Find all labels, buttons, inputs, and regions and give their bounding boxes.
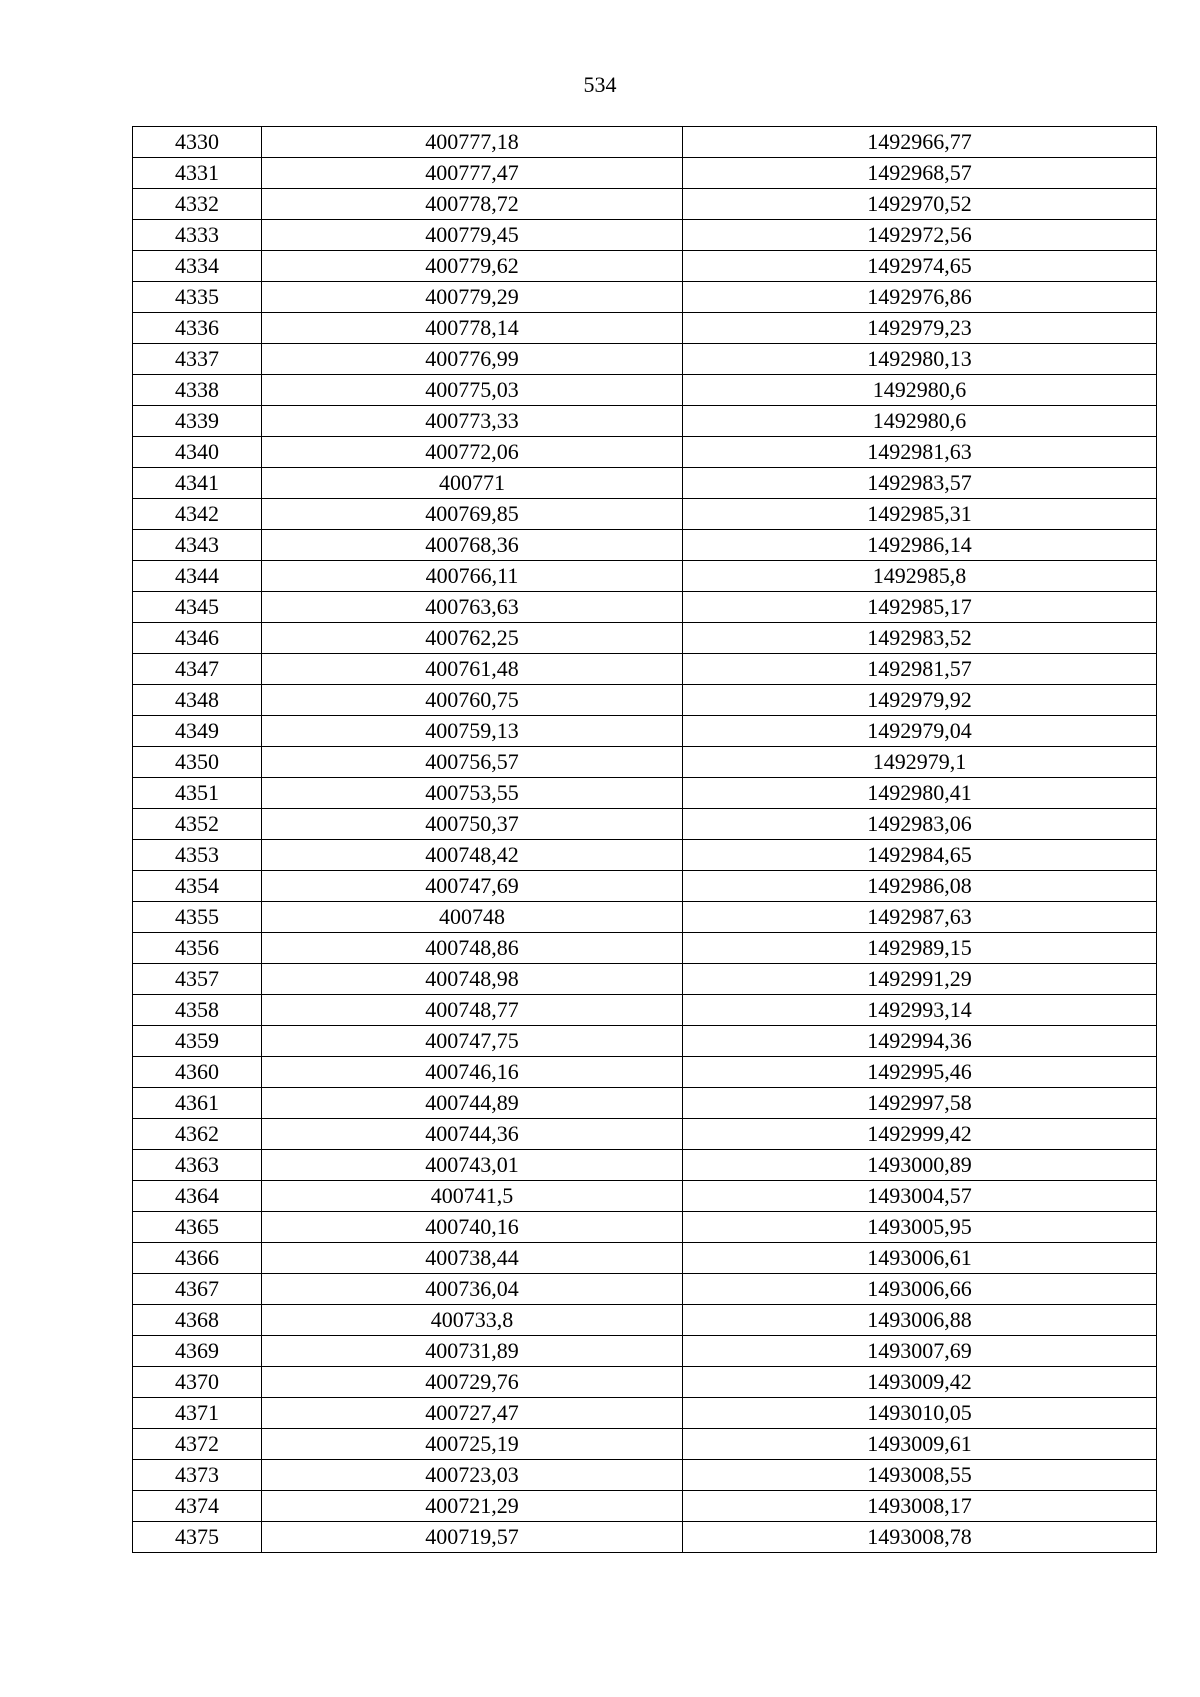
point-number-cell: 4351: [133, 778, 262, 809]
x-coordinate-cell: 400723,03: [262, 1460, 683, 1491]
table-row: [133, 282, 1157, 313]
y-coordinate-cell: 1492968,57: [683, 158, 1157, 189]
y-coordinate-cell: 1492974,65: [683, 251, 1157, 282]
x-coordinate-cell: 400746,16: [262, 1057, 683, 1088]
table-row: [133, 220, 1157, 251]
x-coordinate-cell: 400747,75: [262, 1026, 683, 1057]
x-coordinate-cell: 400719,57: [262, 1522, 683, 1553]
y-coordinate-cell: 1492979,04: [683, 716, 1157, 747]
point-number-cell: 4362: [133, 1119, 262, 1150]
x-coordinate-cell: 400731,89: [262, 1336, 683, 1367]
table-row: [133, 189, 1157, 220]
x-coordinate-cell: 400748,98: [262, 964, 683, 995]
x-coordinate-cell: 400740,16: [262, 1212, 683, 1243]
point-number-cell: 4373: [133, 1460, 262, 1491]
point-number-cell: 4334: [133, 251, 262, 282]
point-number-cell: 4344: [133, 561, 262, 592]
x-coordinate-cell: 400769,85: [262, 499, 683, 530]
table-row: [133, 1398, 1157, 1429]
x-coordinate-cell: 400736,04: [262, 1274, 683, 1305]
table-row: [133, 313, 1157, 344]
point-number-cell: 4364: [133, 1181, 262, 1212]
y-coordinate-cell: 1492983,52: [683, 623, 1157, 654]
point-number-cell: 4359: [133, 1026, 262, 1057]
point-number-cell: 4340: [133, 437, 262, 468]
x-coordinate-cell: 400741,5: [262, 1181, 683, 1212]
table-row: [133, 778, 1157, 809]
table-row: [133, 1026, 1157, 1057]
point-number-cell: 4330: [133, 127, 262, 158]
table-row: [133, 437, 1157, 468]
table-row: [133, 840, 1157, 871]
y-coordinate-cell: 1492995,46: [683, 1057, 1157, 1088]
point-number-cell: 4371: [133, 1398, 262, 1429]
x-coordinate-cell: 400744,36: [262, 1119, 683, 1150]
y-coordinate-cell: 1493004,57: [683, 1181, 1157, 1212]
point-number-cell: 4357: [133, 964, 262, 995]
point-number-cell: 4358: [133, 995, 262, 1026]
x-coordinate-cell: 400760,75: [262, 685, 683, 716]
x-coordinate-cell: 400744,89: [262, 1088, 683, 1119]
table-row: [133, 871, 1157, 902]
point-number-cell: 4356: [133, 933, 262, 964]
y-coordinate-cell: 1493008,55: [683, 1460, 1157, 1491]
table-row: [133, 158, 1157, 189]
y-coordinate-cell: 1492993,14: [683, 995, 1157, 1026]
x-coordinate-cell: 400738,44: [262, 1243, 683, 1274]
table-row: [133, 902, 1157, 933]
x-coordinate-cell: 400773,33: [262, 406, 683, 437]
point-number-cell: 4342: [133, 499, 262, 530]
y-coordinate-cell: 1493006,88: [683, 1305, 1157, 1336]
y-coordinate-cell: 1492981,63: [683, 437, 1157, 468]
y-coordinate-cell: 1492980,6: [683, 406, 1157, 437]
table-row: [133, 127, 1157, 158]
point-number-cell: 4366: [133, 1243, 262, 1274]
point-number-cell: 4335: [133, 282, 262, 313]
table-row: [133, 1305, 1157, 1336]
table-row: [133, 1491, 1157, 1522]
point-number-cell: 4336: [133, 313, 262, 344]
x-coordinate-cell: 400779,62: [262, 251, 683, 282]
y-coordinate-cell: 1492985,31: [683, 499, 1157, 530]
y-coordinate-cell: 1493000,89: [683, 1150, 1157, 1181]
table-row: [133, 251, 1157, 282]
y-coordinate-cell: 1493007,69: [683, 1336, 1157, 1367]
y-coordinate-cell: 1492985,17: [683, 592, 1157, 623]
table-row: [133, 1367, 1157, 1398]
y-coordinate-cell: 1492983,57: [683, 468, 1157, 499]
point-number-cell: 4352: [133, 809, 262, 840]
y-coordinate-cell: 1492984,65: [683, 840, 1157, 871]
point-number-cell: 4349: [133, 716, 262, 747]
table-row: [133, 1212, 1157, 1243]
y-coordinate-cell: 1492976,86: [683, 282, 1157, 313]
x-coordinate-cell: 400733,8: [262, 1305, 683, 1336]
x-coordinate-cell: 400748: [262, 902, 683, 933]
x-coordinate-cell: 400725,19: [262, 1429, 683, 1460]
y-coordinate-cell: 1492997,58: [683, 1088, 1157, 1119]
point-number-cell: 4369: [133, 1336, 262, 1367]
x-coordinate-cell: 400762,25: [262, 623, 683, 654]
y-coordinate-cell: 1492970,52: [683, 189, 1157, 220]
point-number-cell: 4374: [133, 1491, 262, 1522]
x-coordinate-cell: 400776,99: [262, 344, 683, 375]
table-row: [133, 809, 1157, 840]
point-number-cell: 4361: [133, 1088, 262, 1119]
table-row: [133, 1336, 1157, 1367]
y-coordinate-cell: 1492979,92: [683, 685, 1157, 716]
y-coordinate-cell: 1493008,17: [683, 1491, 1157, 1522]
table-row: [133, 499, 1157, 530]
table-row: [133, 406, 1157, 437]
table-row: [133, 1429, 1157, 1460]
table-row: [133, 716, 1157, 747]
x-coordinate-cell: 400775,03: [262, 375, 683, 406]
point-number-cell: 4338: [133, 375, 262, 406]
point-number-cell: 4353: [133, 840, 262, 871]
y-coordinate-cell: 1492994,36: [683, 1026, 1157, 1057]
x-coordinate-cell: 400759,13: [262, 716, 683, 747]
table-row: [133, 530, 1157, 561]
y-coordinate-cell: 1493010,05: [683, 1398, 1157, 1429]
point-number-cell: 4339: [133, 406, 262, 437]
y-coordinate-cell: 1493009,61: [683, 1429, 1157, 1460]
y-coordinate-cell: 1492981,57: [683, 654, 1157, 685]
x-coordinate-cell: 400778,72: [262, 189, 683, 220]
point-number-cell: 4337: [133, 344, 262, 375]
table-row: [133, 1522, 1157, 1553]
x-coordinate-cell: 400778,14: [262, 313, 683, 344]
point-number-cell: 4368: [133, 1305, 262, 1336]
point-number-cell: 4347: [133, 654, 262, 685]
y-coordinate-cell: 1493005,95: [683, 1212, 1157, 1243]
y-coordinate-cell: 1492979,23: [683, 313, 1157, 344]
x-coordinate-cell: 400768,36: [262, 530, 683, 561]
y-coordinate-cell: 1492985,8: [683, 561, 1157, 592]
x-coordinate-cell: 400772,06: [262, 437, 683, 468]
x-coordinate-cell: 400753,55: [262, 778, 683, 809]
table-row: [133, 654, 1157, 685]
point-number-cell: 4343: [133, 530, 262, 561]
table-row: [133, 1057, 1157, 1088]
y-coordinate-cell: 1492986,14: [683, 530, 1157, 561]
x-coordinate-cell: 400777,18: [262, 127, 683, 158]
table-row: [133, 1181, 1157, 1212]
point-number-cell: 4360: [133, 1057, 262, 1088]
point-number-cell: 4365: [133, 1212, 262, 1243]
y-coordinate-cell: 1492972,56: [683, 220, 1157, 251]
table-row: [133, 1119, 1157, 1150]
point-number-cell: 4345: [133, 592, 262, 623]
y-coordinate-cell: 1492987,63: [683, 902, 1157, 933]
point-number-cell: 4331: [133, 158, 262, 189]
y-coordinate-cell: 1493006,66: [683, 1274, 1157, 1305]
y-coordinate-cell: 1492991,29: [683, 964, 1157, 995]
x-coordinate-cell: 400771: [262, 468, 683, 499]
y-coordinate-cell: 1492966,77: [683, 127, 1157, 158]
point-number-cell: 4333: [133, 220, 262, 251]
point-number-cell: 4370: [133, 1367, 262, 1398]
table-row: [133, 592, 1157, 623]
point-number-cell: 4346: [133, 623, 262, 654]
table-row: [133, 1150, 1157, 1181]
point-number-cell: 4354: [133, 871, 262, 902]
table-row: [133, 1460, 1157, 1491]
table-row: [133, 561, 1157, 592]
table-row: [133, 747, 1157, 778]
y-coordinate-cell: 1492980,6: [683, 375, 1157, 406]
x-coordinate-cell: 400763,63: [262, 592, 683, 623]
x-coordinate-cell: 400761,48: [262, 654, 683, 685]
table-row: [133, 375, 1157, 406]
x-coordinate-cell: 400756,57: [262, 747, 683, 778]
table-row: [133, 995, 1157, 1026]
y-coordinate-cell: 1493008,78: [683, 1522, 1157, 1553]
coordinates-table: [132, 126, 1157, 1553]
table-row: [133, 685, 1157, 716]
y-coordinate-cell: 1492979,1: [683, 747, 1157, 778]
x-coordinate-cell: 400743,01: [262, 1150, 683, 1181]
y-coordinate-cell: 1492983,06: [683, 809, 1157, 840]
point-number-cell: 4372: [133, 1429, 262, 1460]
x-coordinate-cell: 400766,11: [262, 561, 683, 592]
y-coordinate-cell: 1492986,08: [683, 871, 1157, 902]
y-coordinate-cell: 1493006,61: [683, 1243, 1157, 1274]
point-number-cell: 4375: [133, 1522, 262, 1553]
table-row: [133, 344, 1157, 375]
table-row: [133, 1274, 1157, 1305]
point-number-cell: 4332: [133, 189, 262, 220]
x-coordinate-cell: 400750,37: [262, 809, 683, 840]
table-row: [133, 623, 1157, 654]
point-number-cell: 4367: [133, 1274, 262, 1305]
point-number-cell: 4341: [133, 468, 262, 499]
y-coordinate-cell: 1492999,42: [683, 1119, 1157, 1150]
point-number-cell: 4355: [133, 902, 262, 933]
x-coordinate-cell: 400748,42: [262, 840, 683, 871]
point-number-cell: 4350: [133, 747, 262, 778]
x-coordinate-cell: 400748,77: [262, 995, 683, 1026]
x-coordinate-cell: 400779,45: [262, 220, 683, 251]
table-row: [133, 1243, 1157, 1274]
page-number: 534: [583, 72, 617, 97]
x-coordinate-cell: 400748,86: [262, 933, 683, 964]
table-row: [133, 964, 1157, 995]
coordinates-table-body: [133, 127, 1157, 1553]
y-coordinate-cell: 1493009,42: [683, 1367, 1157, 1398]
table-row: [133, 933, 1157, 964]
table-row: [133, 468, 1157, 499]
x-coordinate-cell: 400727,47: [262, 1398, 683, 1429]
y-coordinate-cell: 1492980,13: [683, 344, 1157, 375]
point-number-cell: 4363: [133, 1150, 262, 1181]
table-row: [133, 1088, 1157, 1119]
y-coordinate-cell: 1492989,15: [683, 933, 1157, 964]
x-coordinate-cell: 400779,29: [262, 282, 683, 313]
y-coordinate-cell: 1492980,41: [683, 778, 1157, 809]
x-coordinate-cell: 400777,47: [262, 158, 683, 189]
x-coordinate-cell: 400721,29: [262, 1491, 683, 1522]
point-number-cell: 4348: [133, 685, 262, 716]
x-coordinate-cell: 400729,76: [262, 1367, 683, 1398]
x-coordinate-cell: 400747,69: [262, 871, 683, 902]
